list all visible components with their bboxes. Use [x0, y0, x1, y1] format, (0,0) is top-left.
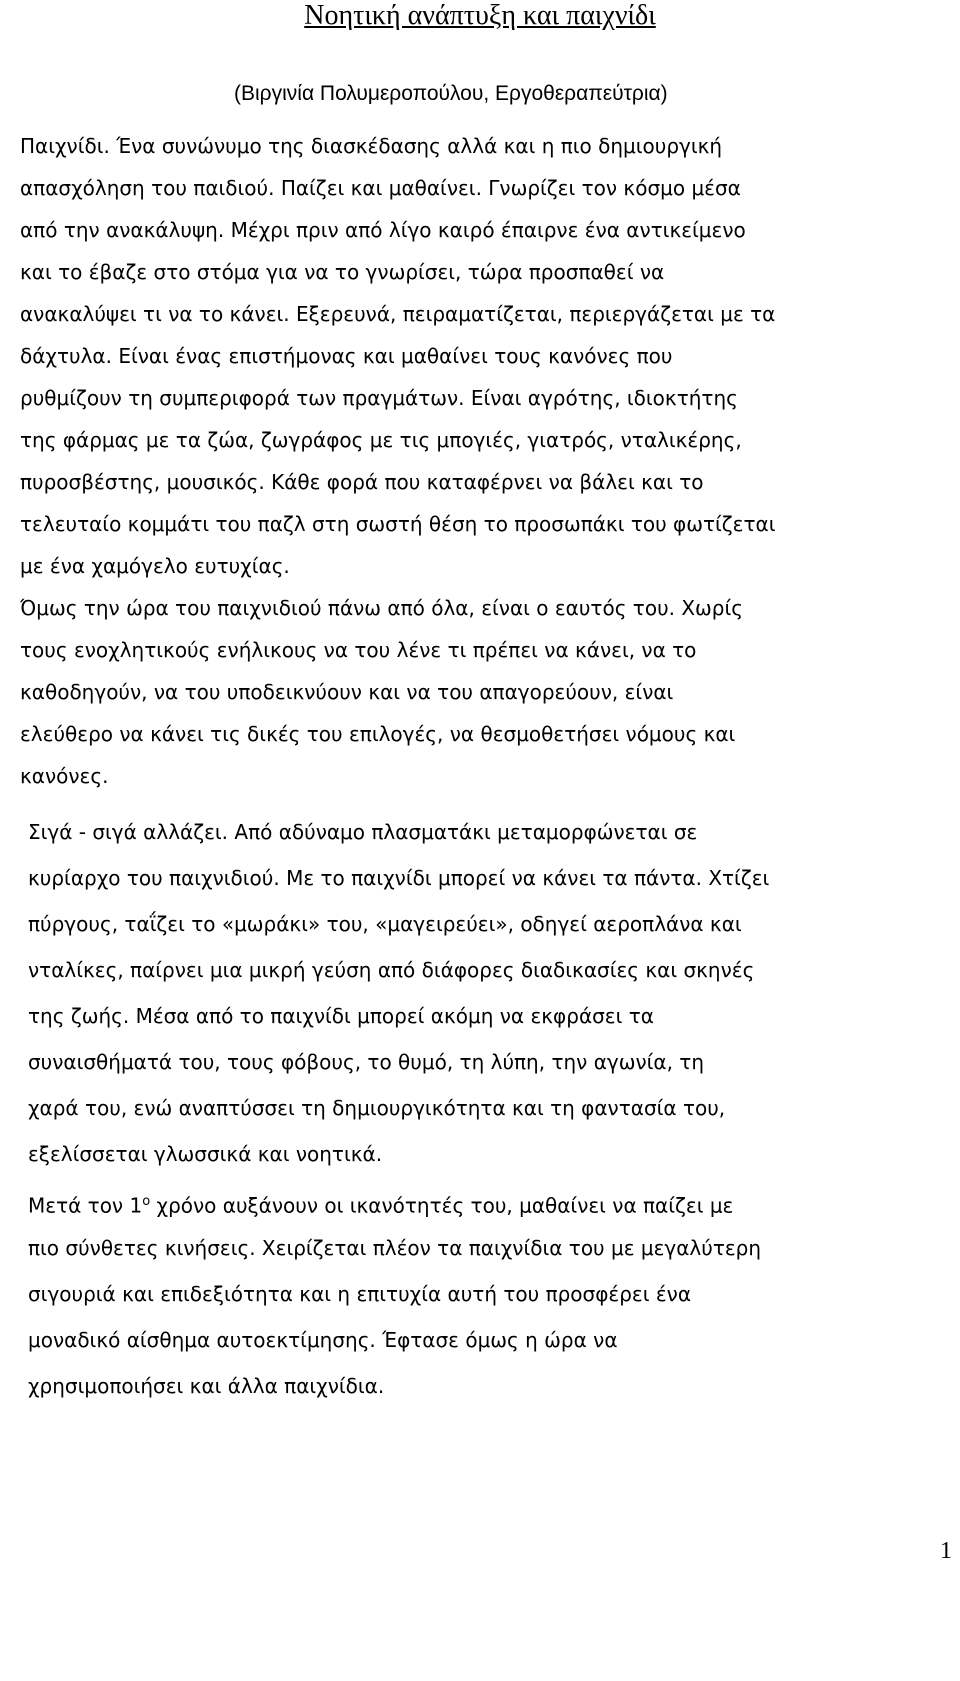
text-line: ελεύθερο να κάνει τις δικές του επιλογές, να θεσμοθετήσει νόμους και — [20, 722, 736, 746]
text-line: χαρά του, ενώ αναπτύσσει τη δημιουργικότητα και τη φαντασία του, — [28, 1096, 726, 1120]
text-line: απασχόληση του παιδιού. Παίζει και μαθαίνει. Γνωρίζει τον κόσμο μέσα — [20, 176, 741, 200]
text-line: Παιχνίδι. Ένα συνώνυμο της διασκέδασης αλλά και η πιο δημιουργική — [20, 134, 723, 158]
text-line: με ένα χαμόγελο ευτυχίας. — [20, 554, 290, 578]
text-line: κανόνες. — [20, 764, 109, 788]
author-line: (Βιργινία Πολυμεροπούλου, Εργοθεραπεύτρια) — [234, 82, 668, 105]
text-line — [28, 1188, 733, 1220]
text-line: τελευταίο κομμάτι του παζλ στη σωστή θέση το προσωπάκι του φωτίζεται — [20, 512, 776, 536]
text-line: μοναδικό αίσθημα αυτοεκτίμησης. Έφτασε όμως η ώρα να — [28, 1328, 618, 1352]
text-line: εξελίσσεται γλωσσικά και νοητικά. — [28, 1142, 383, 1166]
text-fragment: χρόνο αυξάνουν οι ικανότητές του, μαθαίνει να παίζει με — [150, 1193, 734, 1218]
text-line: από την ανακάλυψη. Μέχρι πριν από λίγο καιρό έπαιρνε ένα αντικείμενο — [20, 218, 746, 242]
text-line: ρυθμίζουν τη συμπεριφορά των πραγμάτων. Είναι αγρότης, ιδιοκτήτης — [20, 386, 738, 410]
text-line: ανακαλύψει τι να το κάνει. Εξερευνά, πειραματίζεται, περιεργάζεται με τα — [20, 302, 776, 326]
text-line: δάχτυλα. Είναι ένας επιστήμονας και μαθαίνει τους κανόνες που — [20, 344, 673, 368]
ordinal-superscript: ο — [142, 1194, 151, 1209]
document-title: Νοητική ανάπτυξη και παιχνίδι — [304, 0, 656, 31]
text-line: πυροσβέστης, μουσικός. Κάθε φορά που καταφέρνει να βάλει και το — [20, 470, 704, 494]
text-line: και το έβαζε στο στόμα για να το γνωρίσει, τώρα προσπαθεί να — [20, 260, 665, 284]
text-line: σιγουριά και επιδεξιότητα και η επιτυχία αυτή του προσφέρει ένα — [28, 1282, 692, 1306]
text-line: πιο σύνθετες κινήσεις. Χειρίζεται πλέον τα παιχνίδια του με μεγαλύτερη — [28, 1236, 762, 1260]
text-line: καθοδηγούν, να του υποδεικνύουν και να του απαγορεύουν, είναι — [20, 680, 674, 704]
text-line: κυρίαρχο του παιχνιδιού. Με το παιχνίδι μπορεί να κάνει τα πάντα. Χτίζει — [28, 866, 770, 890]
page-number: 1 — [940, 1538, 952, 1564]
text-line: συναισθήματά του, τους φόβους, το θυμό, τη λύπη, την αγωνία, τη — [28, 1050, 705, 1074]
text-line: της ζωής. Μέσα από το παιχνίδι μπορεί ακόμη να εκφράσει τα — [28, 1004, 654, 1028]
text-line: νταλίκες, παίρνει μια μικρή γεύση από διάφορες διαδικασίες και σκηνές — [28, 958, 755, 982]
text-line: τους ενοχλητικούς ενήλικους να του λένε τι πρέπει να κάνει, να το — [20, 638, 697, 662]
text-line: της φάρμας με τα ζώα, ζωγράφος με τις μπογιές, γιατρός, νταλικέρης, — [20, 428, 742, 452]
text-fragment: Μετά τον 1 — [28, 1193, 143, 1218]
text-line: Όμως την ώρα του παιχνιδιού πάνω από όλα, είναι ο εαυτός του. Χωρίς — [20, 596, 744, 620]
text-line: πύργους, ταΐζει το «μωράκι» του, «μαγειρεύει», οδηγεί αεροπλάνα και — [28, 912, 742, 936]
text-line: χρησιμοποιήσει και άλλα παιχνίδια. — [28, 1374, 385, 1398]
text-line: Σιγά - σιγά αλλάζει. Από αδύναμο πλασματάκι μεταμορφώνεται σε — [28, 820, 698, 844]
